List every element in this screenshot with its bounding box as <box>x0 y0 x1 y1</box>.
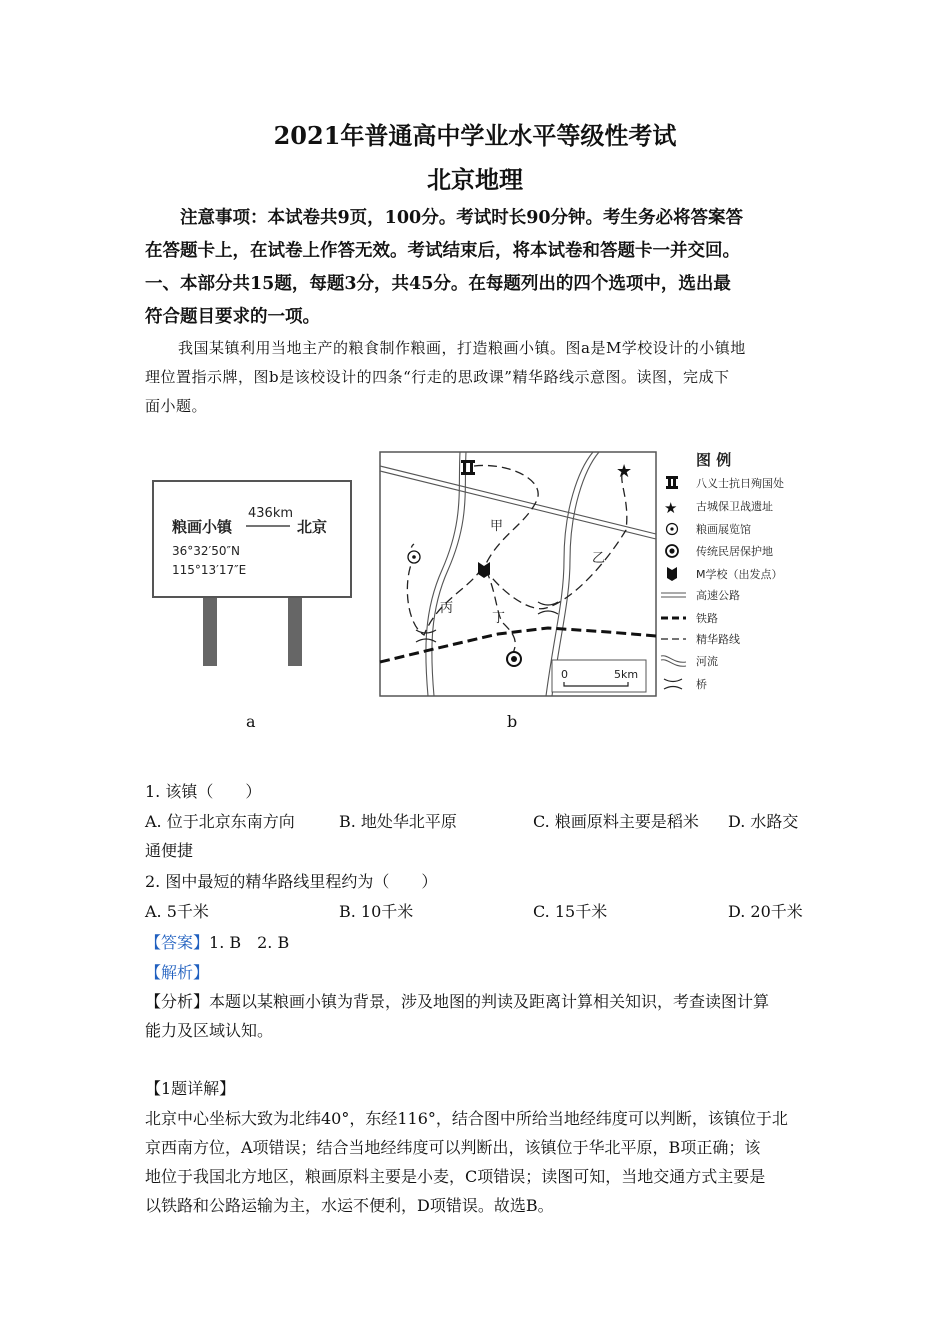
detail-line-2: 京西南方位，A项错误；结合当地经纬度可以判断出，该镇位于华北平原，B项正确；该 <box>145 1138 761 1157</box>
q1-option-b: B. 地处华北平原 <box>339 812 457 831</box>
fenxi-line-1: 【分析】本题以某粮画小镇为背景，涉及地图的判读及距离计算相关知识，考查读图计算 <box>145 992 770 1011</box>
answer-text: 1. B 2. B <box>209 933 290 952</box>
figure-b-map <box>378 450 790 700</box>
legend-label-school: M学校（出发点） <box>696 568 783 581</box>
sign-post-right <box>288 596 302 666</box>
legend-bridge-icon <box>664 679 682 689</box>
sign-post-left <box>203 596 217 666</box>
q1-option-c: C. 粮画原料主要是稻米 <box>533 812 699 831</box>
sign-board <box>153 481 351 597</box>
figure-b-caption: b <box>507 712 518 731</box>
q2-option-c: C. 15千米 <box>533 902 608 921</box>
star-icon: ★ <box>616 461 633 482</box>
legend-label-museum: 粮画展览馆 <box>696 523 751 536</box>
legend-river-icon <box>661 656 686 667</box>
detail-line-3: 地位于我国北方地区，粮画原料主要是小麦，C项错误；读图可知，当地交通方式主要是 <box>145 1167 766 1186</box>
fenxi-line-2: 能力及区域认知。 <box>145 1021 274 1040</box>
legend-heritage-icon <box>666 545 678 557</box>
analysis-tag: 【解析】 <box>145 963 210 982</box>
q1-option-d-cont: 通便捷 <box>145 841 194 860</box>
route-label-yi: 乙 <box>592 551 606 566</box>
q1-option-d: D. 水路交 <box>728 812 799 831</box>
q2-option-b: B. 10千米 <box>339 902 414 921</box>
scale-bar <box>552 660 646 692</box>
sign-longitude: 115°13′17″E <box>172 563 247 577</box>
sign-distance: 436km <box>248 506 294 521</box>
route-label-bing: 丙 <box>440 601 454 616</box>
figure-a-caption: a <box>246 712 256 731</box>
sign-city: 北京 <box>297 518 328 536</box>
scale-end: 5km <box>614 668 639 681</box>
section-line-2: 符合题目要求的一项。 <box>145 307 320 327</box>
q2-option-a: A. 5千米 <box>145 902 209 921</box>
detail-tag: 【1题详解】 <box>145 1079 236 1098</box>
legend-monument-icon <box>666 476 678 489</box>
notice-line-2: 在答题卡上，在试卷上作答无效。考试结束后，将本试卷和答题卡一并交回。 <box>145 241 740 261</box>
section-line-1: 一、本部分共15题，每题3分，共45分。在每题列出的四个选项中，选出最 <box>145 274 731 294</box>
legend-label-monument: 八义士抗日殉国处 <box>696 477 784 490</box>
exam-subtitle: 北京地理 <box>427 165 523 194</box>
exam-title: 2021年普通高中学业水平等级性考试 <box>273 121 677 150</box>
intro-line-2: 理位置指示牌，图b是该校设计的四条“行走的思政课”精华路线示意图。读图，完成下 <box>145 368 730 386</box>
answer-line <box>145 930 289 953</box>
detail-line-4: 以铁路和公路运输为主，水运不便利，D项错误。故选B。 <box>145 1196 554 1215</box>
route-label-ding: 丁 <box>492 611 506 626</box>
legend-highway-icon <box>661 593 686 597</box>
q1-option-a: A. 位于北京东南方向 <box>145 812 295 831</box>
q2-stem: 2. 图中最短的精华路线里程约为（ ） <box>145 872 438 891</box>
legend-label-highway: 高速公路 <box>696 589 740 602</box>
legend-label-railway: 铁路 <box>696 612 718 625</box>
legend-label-bridge: 桥 <box>696 678 707 691</box>
answer-tag: 【答案】 <box>145 933 210 952</box>
legend-school-icon <box>667 567 677 581</box>
legend-title: 图 例 <box>696 451 732 469</box>
legend-label-river: 河流 <box>696 655 718 668</box>
legend-label-route: 精华路线 <box>696 633 740 646</box>
q1-stem: 1. 该镇（ ） <box>145 782 262 801</box>
figure-a-signboard <box>150 478 355 668</box>
intro-line-1: 我国某镇利用当地主产的粮食制作粮画，打造粮画小镇。图a是M学校设计的小镇地 <box>178 339 746 357</box>
heritage-icon <box>507 652 521 666</box>
legend-star-icon: ★ <box>664 499 678 517</box>
detail-line-1: 北京中心坐标大致为北纬40°，东经116°，结合图中所给当地经纬度可以判断，该镇位于北 <box>145 1109 788 1128</box>
q2-option-d: D. 20千米 <box>728 902 803 921</box>
route-label-jia: 甲 <box>490 519 504 534</box>
sign-town: 粮画小镇 <box>172 518 233 536</box>
scale-zero: 0 <box>561 668 568 681</box>
intro-line-3: 面小题。 <box>145 397 208 415</box>
legend-label-heritage: 传统民居保护地 <box>696 545 773 558</box>
sign-latitude: 36°32′50″N <box>172 544 240 558</box>
legend-museum-icon <box>667 524 678 535</box>
museum-icon <box>408 551 420 563</box>
legend-label-star: 古城保卫战遗址 <box>696 500 773 513</box>
notice-line-1: 注意事项：本试卷共9页，100分。考试时长90分钟。考生务必将答案答 <box>180 208 744 228</box>
